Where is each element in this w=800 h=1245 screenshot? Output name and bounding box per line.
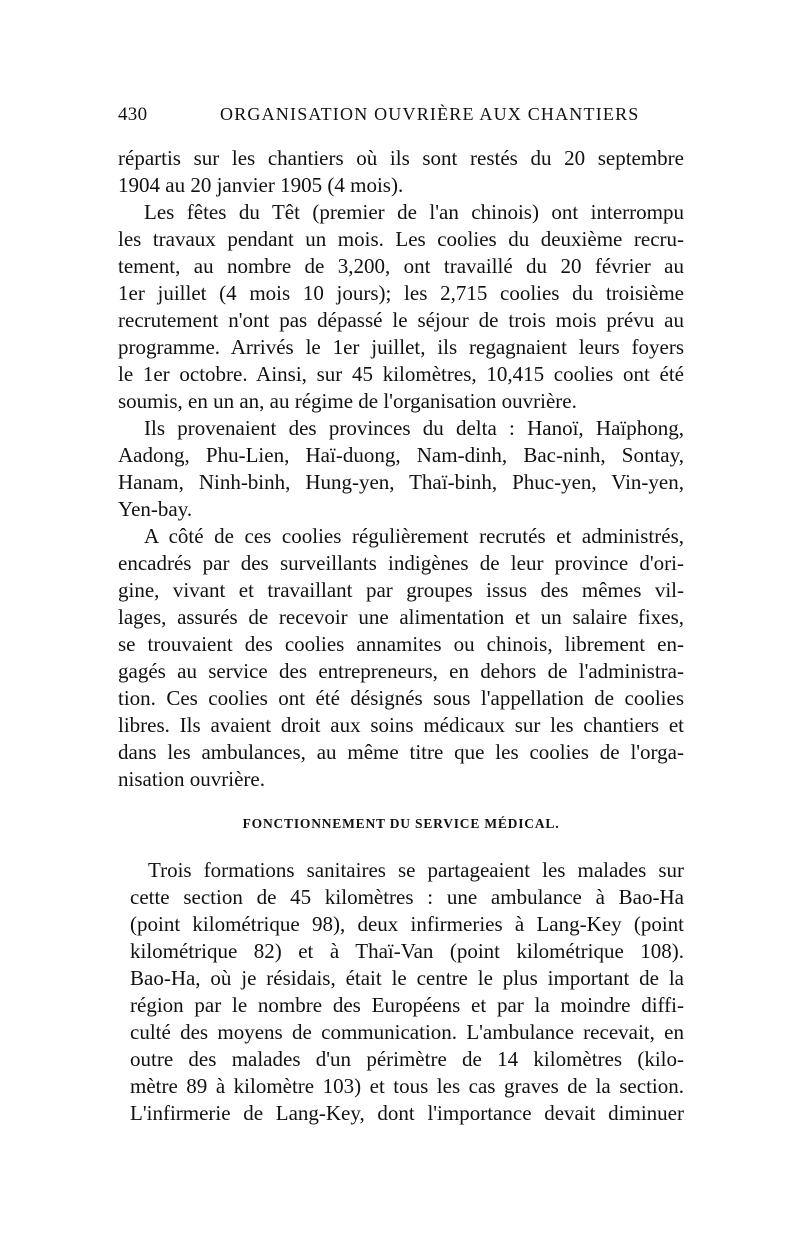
text-line: Yen-bay. xyxy=(118,497,193,521)
running-title: ORGANISATION OUVRIÈRE AUX CHANTIERS xyxy=(220,104,640,124)
text-line: Aadong, Phu-Lien, Haï-duong, Nam-dinh, Bac-ninh, Sontay, xyxy=(118,443,684,467)
text-line: A côté de ces coolies régulièrement recrutés et administrés, xyxy=(144,524,684,548)
section-heading: FONCTIONNEMENT DU SERVICE MÉDICAL. xyxy=(242,816,560,831)
text-line: Hanam, Ninh-binh, Hung-yen, Thaï-binh, Phuc-yen, Vin-yen, xyxy=(118,470,684,494)
text-line: Les fêtes du Têt (premier de l'an chinois) ont interrompu xyxy=(144,200,684,224)
text-line: dans les ambulances, au même titre que les coolies de l'orga- xyxy=(118,740,684,764)
text-line: libres. Ils avaient droit aux soins médicaux sur les chantiers et xyxy=(118,713,684,737)
page-number: 430 xyxy=(118,104,148,125)
running-header xyxy=(118,104,682,132)
text-line: Bao-Ha, où je résidais, était le centre le plus important de la xyxy=(130,966,684,990)
text-line: les travaux pendant un mois. Les coolies du deuxième recru- xyxy=(118,227,684,251)
text-line: répartis sur les chantiers où ils sont restés du 20 septembre xyxy=(118,146,684,170)
text-line: culté des moyens de communication. L'ambulance recevait, en xyxy=(130,1020,684,1044)
text-line: kilométrique 82) et à Thaï-Van (point kilométrique 108). xyxy=(130,939,684,963)
text-line: région par le nombre des Européens et par la moindre diffi- xyxy=(130,993,684,1017)
text-line: outre des malades d'un périmètre de 14 kilomètres (kilo- xyxy=(130,1047,684,1071)
text-line: lages, assurés de recevoir une alimentation et un salaire fixes, xyxy=(118,605,684,629)
text-line: tement, au nombre de 3,200, ont travaillé du 20 février au xyxy=(118,254,684,278)
text-line: se trouvaient des coolies annamites ou chinois, librement en- xyxy=(118,632,684,656)
text-line: le 1er octobre. Ainsi, sur 45 kilomètres, 10,415 coolies ont été xyxy=(118,362,684,386)
text-line: 1er juillet (4 mois 10 jours); les 2,715 coolies du troisième xyxy=(118,281,684,305)
text-line: (point kilométrique 98), deux infirmeries à Lang-Key (point xyxy=(130,912,684,936)
text-line: Trois formations sanitaires se partageaient les malades sur xyxy=(148,858,684,882)
text-line: encadrés par des surveillants indigènes de leur province d'ori- xyxy=(118,551,684,575)
text-line: gine, vivant et travaillant par groupes issus des mêmes vil- xyxy=(118,578,684,602)
text-line: gagés au service des entrepreneurs, en dehors de l'administra- xyxy=(118,659,684,683)
text-line: programme. Arrivés le 1er juillet, ils regagnaient leurs foyers xyxy=(118,335,684,359)
text-line: mètre 89 à kilomètre 103) et tous les cas graves de la section. xyxy=(130,1074,684,1098)
text-line: soumis, en un an, au régime de l'organisation ouvrière. xyxy=(118,389,577,413)
text-line: cette section de 45 kilomètres : une ambulance à Bao-Ha xyxy=(130,885,684,909)
text-line: Ils provenaient des provinces du delta : Hanoï, Haïphong, xyxy=(144,416,684,440)
text-line: nisation ouvrière. xyxy=(118,767,265,791)
text-line: recrutement n'ont pas dépassé le séjour de trois mois prévu au xyxy=(118,308,684,332)
text-line: 1904 au 20 janvier 1905 (4 mois). xyxy=(118,173,404,197)
text-line: L'infirmerie de Lang-Key, dont l'importance devait diminuer xyxy=(130,1101,684,1125)
text-line: tion. Ces coolies ont été désignés sous l'appellation de coolies xyxy=(118,686,684,710)
